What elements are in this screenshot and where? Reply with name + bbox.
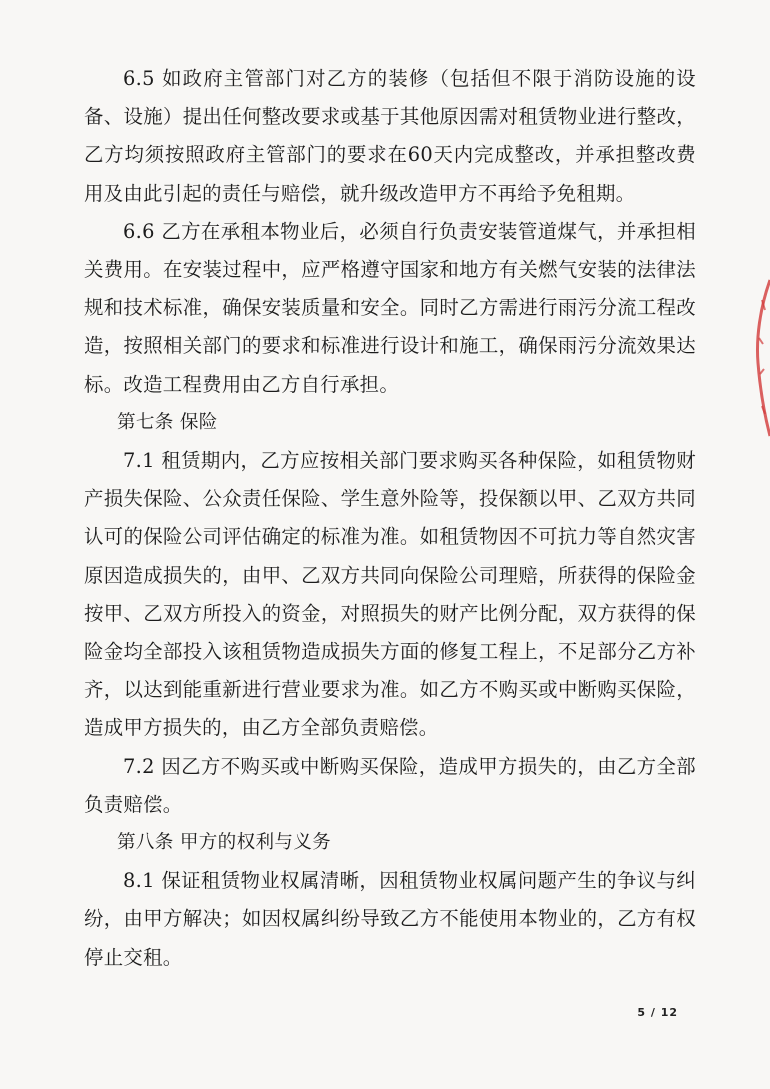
- paragraph-6-5: 6.5 如政府主管部门对乙方的装修（包括但不限于消防设施的设备、设施）提出任何整改要求或基于其他原因需对租赁物业进行整改，乙方均须按照政府主管部门的要求在60天内完成整改，并承担整改费用及由此引起的责任与赔偿，就升级改造甲方不再给予免租期。: [84, 67, 696, 205]
- paragraph-7-2: 7.2 因乙方不购买或中断购买保险，造成甲方损失的，由乙方全部负责赔偿。: [84, 754, 696, 816]
- article-8-heading: 第八条 甲方的权利与义务: [117, 832, 332, 854]
- page-number: 5 / 12: [637, 1006, 678, 1019]
- seal-stamp-edge-icon: [750, 278, 770, 438]
- article-7-heading: 第七条 保险: [117, 411, 218, 433]
- paragraph-6-6: 6.6 乙方在承租本物业后，必须自行负责安装管道煤气，并承担相关费用。在安装过程中，应严格遵守国家和地方有关燃气安装的法律法规和技术标准，确保安装质量和安全。同时乙方需进行雨污分流工程改造，按照相关部门的要求和标准进行设计和施工，确保雨污分流效果达标。改造工程费用由乙方自行承担。: [84, 219, 696, 396]
- paragraph-8-1: 8.1 保证租赁物业权属清晰，因租赁物业权属问题产生的争议与纠纷，由甲方解决；如因权属纠纷导致乙方不能使用本物业的，乙方有权停止交租。: [84, 869, 696, 969]
- document-body: [84, 60, 696, 977]
- paragraph-7-1: 7.1 租赁期内，乙方应按相关部门要求购买各种保险，如租赁物财产损失保险、公众责任保险、学生意外险等，投保额以甲、乙双方共同认可的保险公司评估确定的标准为准。如租赁物因不可抗力等自然灾害原因造成损失的，由甲、乙双方共同向保险公司理赔，所获得的保险金按甲、乙双方所投入的资金，对照损失的财产比例分配，双方获得的保险金均全部投入该租赁物造成损失方面的修复工程上，不足部分乙方补齐，以达到能重新进行营业要求为准。如乙方不购买或中断购买保险，造成甲方损失的，由乙方全部负责赔偿。: [84, 449, 696, 740]
